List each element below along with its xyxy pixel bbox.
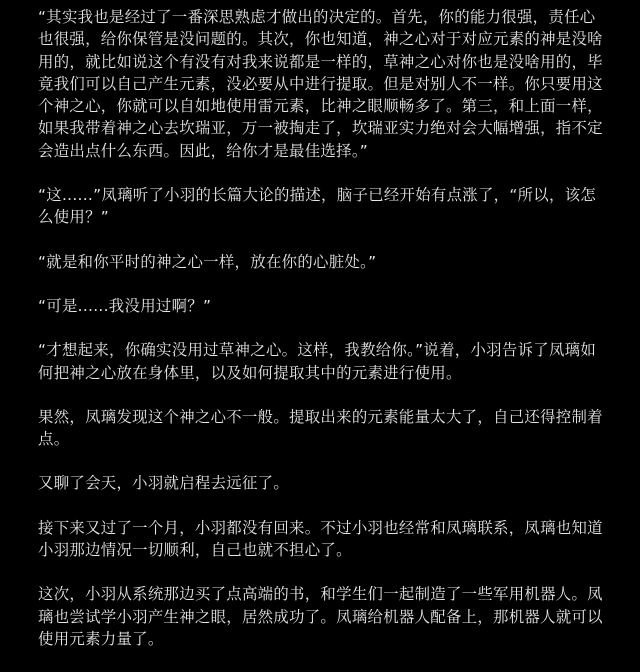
paragraph-9: 这次，小羽从系统那边买了点高端的书，和学生们一起制造了一些军用机器人。凤璃也尝试学小羽产生神之眼，居然成功了。凤璃给机器人配备上，那机器人就可以使用元素力量了。 (38, 585, 603, 648)
paragraph-8: 接下来又过了一个月，小羽都没有回来。不过小羽也经常和凤璃联系，凤璃也知道小羽那边情况一切顺利，自己也就不担心了。 (38, 518, 603, 560)
paragraph-3: “就是和你平时的神之心一样，放在你的心脏处。” (38, 252, 377, 271)
paragraph-4: “可是......我没用过啊？” (38, 296, 212, 315)
story-text-body (38, 6, 610, 672)
paragraph-6: 果然，凤璃发现这个神之心不一般。提取出来的元素能量太大了，自己还得控制着点。 (38, 407, 603, 449)
paragraph-5: “才想起来，你确实没用过草神之心。这样，我教给你。”说着，小羽告诉了凤璃如何把神之心放在身体里，以及如何提取其中的元素进行使用。 (38, 341, 597, 382)
paragraph-7: 又聊了会天，小羽就启程去远征了。 (38, 474, 290, 493)
paragraph-2: “这......”凤璃听了小羽的长篇大论的描述，脑子已经开始有点涨了，“所以，该怎么使用？” (38, 186, 597, 227)
paragraph-1: “其实我也是经过了一番深思熟虑才做出的决定的。首先，你的能力很强，责任心也很强，给你保管是没问题的。其次，你也知道，神之心对于对应元素的神是没啥用的，就比如说这个有没有对我来说都是一样的，草神之心对你也是没啥用的，毕竟我们可以自己产生元素，没必要从中进行提取。但是对别人不一样。你只要用这个神之心，你就可以自如地使用雷元素，比神之眼顺畅多了。第三，和上面一样，如果我带着神之心去坎瑞亚，万一被掏走了，坎瑞亚实力绝对会大幅增强，指不定会造出点什么东西。因此，给你才是最佳选择。” (38, 8, 603, 160)
